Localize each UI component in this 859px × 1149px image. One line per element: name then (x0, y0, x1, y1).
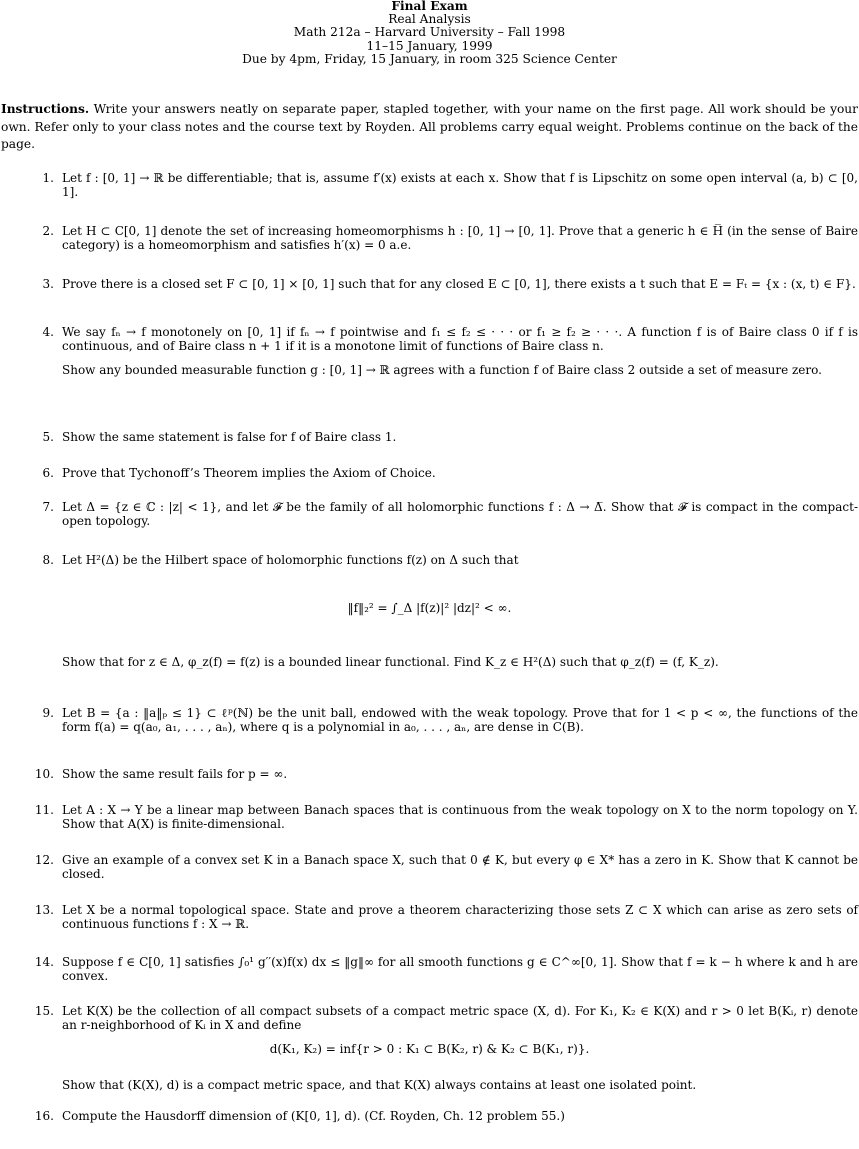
problem-text-continued: Show any bounded measurable function g : [0, 1] → ℝ agrees with a function f of Baire class 2 outside a set of measure zero. (62, 363, 822, 377)
problem-text-continued: Show that for z ∈ Δ, φ_z(f) = f(z) is a bounded linear functional. Find K_z ∈ H²(Δ) such that φ_z(f) = (f, K_z). (62, 655, 719, 669)
problem-text: Suppose f ∈ C[0, 1] satisfies ∫₀¹ g′′(x)f(x) dx ≤ ‖g‖∞ for all smooth functions g ∈ C^∞[0, 1]. Show that f = k − h where k and h are convex. (62, 955, 858, 983)
problem-text: We say fₙ → f monotonely on [0, 1] if fₙ → f pointwise and f₁ ≤ f₂ ≤ · · · or f₁ ≥ f₂ ≥ · · ·. A function f is of Baire class 0 if f is continuous, and of Baire class n + 1 if it is a monotone limit of functions of Baire class n. (62, 325, 858, 353)
problem-text: Show the same result fails for p = ∞. (62, 767, 288, 781)
problem-number: 15. (34, 1004, 54, 1018)
problem-text: Let B = {a : ‖a‖ₚ ≤ 1} ⊂ ℓᵖ(ℕ) be the unit ball, endowed with the weak topology. Prove that for 1 < p < ∞, the functions of the form f(a) = q(a₀, a₁, . . . , aₙ), where q is a polynomial in a₀, . . . , aₙ, are dense in C(B). (62, 706, 858, 734)
problem-number: 8. (42, 553, 54, 567)
problem-number: 16. (34, 1109, 54, 1123)
problem-text: Let Δ = {z ∈ ℂ : |z| < 1}, and let 𝓕 be the family of all holomorphic functions f : Δ → Δ̅. Show that 𝓕 is compact in the compact-open topology. (62, 500, 858, 528)
problem-number: 6. (42, 466, 54, 480)
display-equation: d(K₁, K₂) = inf{r > 0 : K₁ ⊂ B(K₂, r) & K₂ ⊂ B(K₁, r)}. (269, 1042, 590, 1056)
problem-number: 2. (42, 224, 54, 238)
course-info: Math 212a – Harvard University – Fall 1998 (293, 25, 566, 40)
problem-number: 1. (42, 171, 54, 185)
problem-number: 4. (42, 325, 54, 339)
problem-text: Let f : [0, 1] → ℝ be differentiable; that is, assume f′(x) exists at each x. Show that f is Lipschitz on some open interval (a, b) ⊂ [0, 1]. (62, 171, 858, 199)
problem-number: 9. (42, 706, 54, 720)
display-equation: ‖f‖₂² = ∫_Δ |f(z)|² |dz|² < ∞. (347, 601, 512, 615)
problem-number: 5. (42, 430, 54, 444)
problem-text: Let K(X) be the collection of all compact subsets of a compact metric space (X, d). For K₁, K₂ ∈ K(X) and r > 0 let B(Kᵢ, r) denote an r-neighborhood of Kᵢ in X and define (62, 1004, 858, 1032)
problem-text: Prove that Tychonoff’s Theorem implies the Axiom of Choice. (62, 466, 436, 480)
problem-text: Let X be a normal topological space. State and prove a theorem characterizing those sets Z ⊂ X which can arise as zero sets of continuous functions f : X → ℝ. (62, 903, 858, 931)
exam-header (0, 0, 859, 66)
instructions-text: Write your answers neatly on separate paper, stapled together, with your name on the first page. All work should be your own. Refer only to your class notes and the course text by Royden. All problems carry equal weight. Problems continue on the back of the page. (1, 102, 858, 151)
problem-text: Give an example of a convex set K in a Banach space X, such that 0 ∉ K, but every φ ∈ X* has a zero in K. Show that K cannot be closed. (62, 853, 858, 881)
instructions-label: Instructions. (1, 102, 90, 116)
exam-dates: 11–15 January, 1999 (366, 38, 493, 53)
problem-number: 13. (34, 903, 54, 917)
due-line: Due by 4pm, Friday, 15 January, in room 325 Science Center (242, 51, 617, 66)
course-name: Real Analysis (388, 12, 471, 27)
problem-number: 10. (34, 767, 54, 781)
instructions (1, 101, 858, 154)
problem-text: Compute the Hausdorff dimension of (K[0, 1], d). (Cf. Royden, Ch. 12 problem 55.) (62, 1109, 565, 1123)
problem-number: 3. (42, 277, 54, 291)
exam-title: Final Exam (391, 0, 468, 13)
problem-text: Let A : X → Y be a linear map between Banach spaces that is continuous from the weak topology on X to the norm topology on Y. Show that A(X) is finite-dimensional. (62, 803, 858, 831)
problem-text: Show the same statement is false for f of Baire class 1. (62, 430, 397, 444)
problem-text: Let H²(Δ) be the Hilbert space of holomorphic functions f(z) on Δ such that (62, 553, 519, 567)
problem-number: 7. (42, 500, 54, 514)
problem-text-continued: Show that (K(X), d) is a compact metric space, and that K(X) always contains at least one isolated point. (62, 1078, 697, 1092)
problem-text: Let H ⊂ C[0, 1] denote the set of increasing homeomorphisms h : [0, 1] → [0, 1]. Prove that a generic h ∈ H̅ (in the sense of Baire category) is a homeomorphism and satisfies h′(x) = 0 a.e. (62, 224, 858, 252)
problem-number: 12. (34, 853, 54, 867)
problem-text: Prove there is a closed set F ⊂ [0, 1] × [0, 1] such that for any closed E ⊂ [0, 1], there exists a t such that E = Fₜ = {x : (x, t) ∈ F}. (62, 277, 856, 291)
problem-number: 11. (34, 803, 54, 817)
problem-number: 14. (34, 955, 54, 969)
